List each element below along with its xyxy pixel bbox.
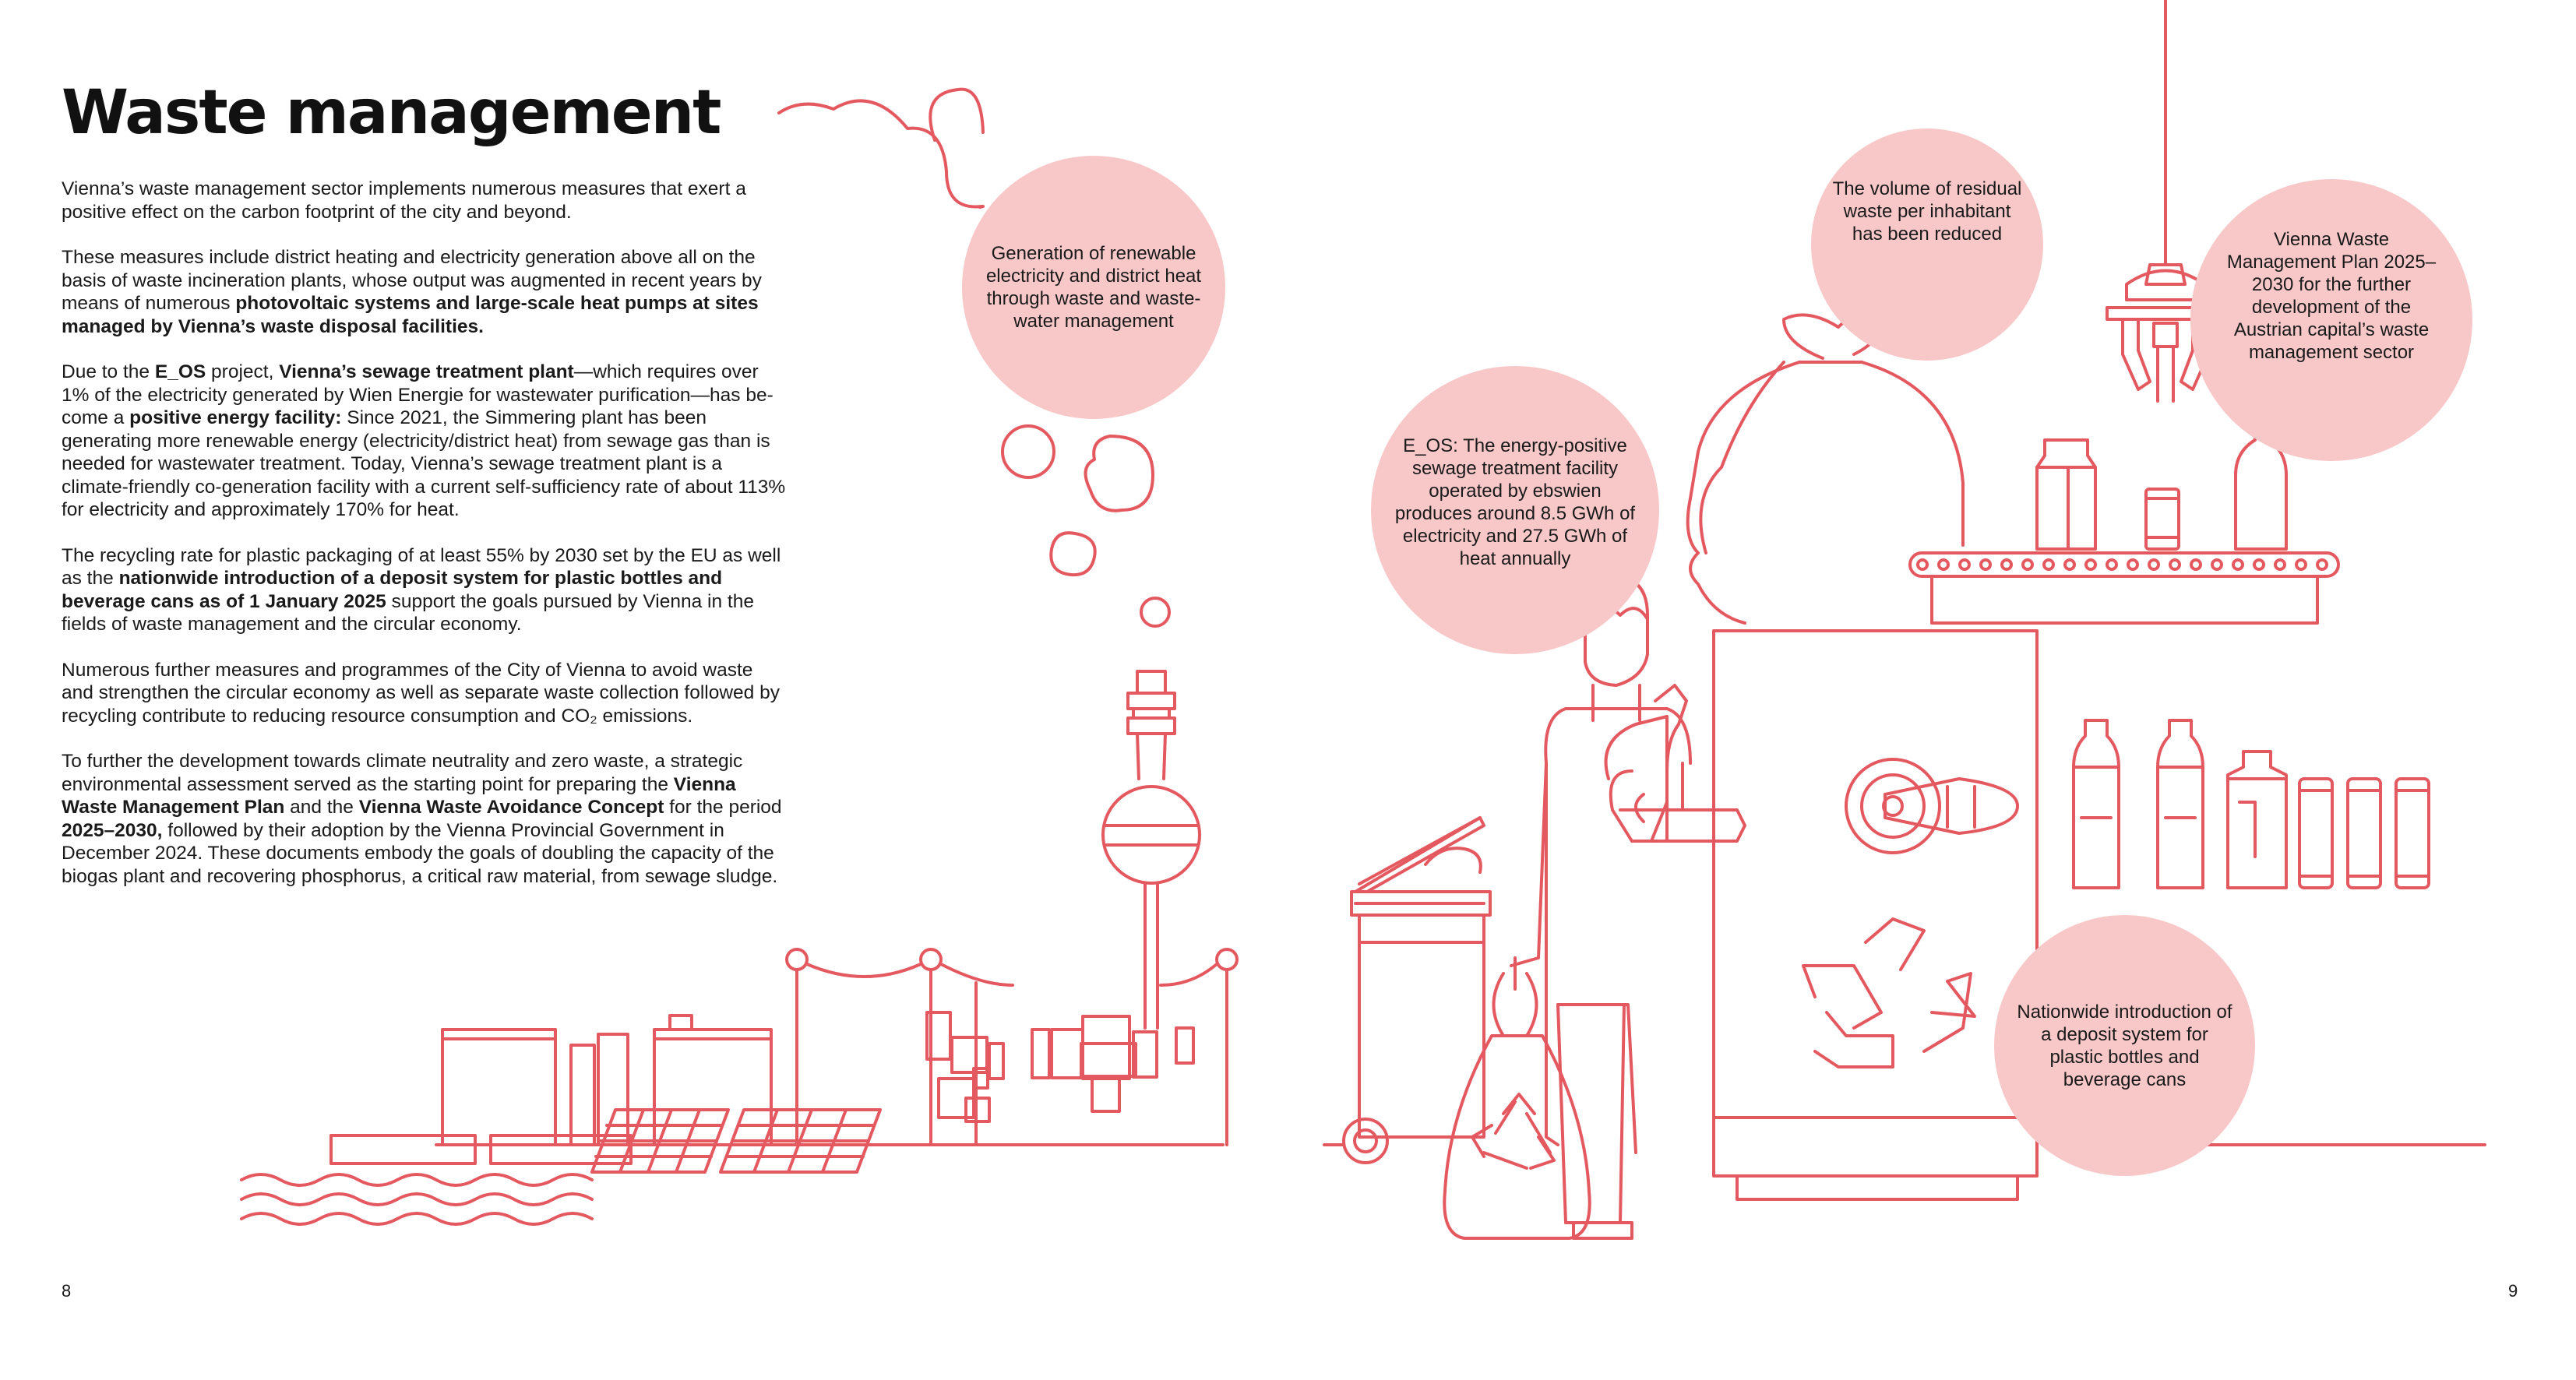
page-number-right: 9	[2508, 1281, 2518, 1301]
tower-icon	[1103, 671, 1200, 1028]
can-icon	[2146, 489, 2179, 549]
can-icon	[2299, 779, 2429, 888]
bubble-residual-waste	[1811, 128, 2043, 361]
text-run: The recycling rate for plastic packaging of at least 55% by 2030 set by the EU as well as the	[62, 544, 781, 589]
text-run: Numerous further measures and programmes of the City of Vienna to avoid waste and strengthen the circular economy as well as separate waste collection followed by recycling contribute to reducing resource consumption and CO₂ emissions.	[62, 659, 780, 727]
incineration-plant-icon	[787, 949, 1237, 1145]
text-run: and the	[284, 797, 359, 818]
waste-bin-icon	[1344, 818, 1490, 1163]
bubble-generation	[962, 156, 1225, 419]
milk-carton-icon	[2037, 440, 2095, 549]
text-run: These measures include district heating and electricity generation above all on the basis of waste incineration plants, whose output was augmented in recent years by means of numerous	[62, 247, 762, 314]
bold-text: Vienna Waste Management Plan	[62, 773, 736, 818]
solar-panel-icon	[592, 1110, 880, 1172]
page-number-left: 8	[62, 1281, 72, 1301]
bubble-text: The volume of residual waste per inhabitant has been reduced	[1832, 178, 2022, 245]
text-run: project,	[206, 361, 280, 382]
bubble-text: E_OS: The energy-positive sewage treatment facility operated by ebswien produces around 8.5 GWh of electricity and 27.5 GWh of heat annually	[1394, 435, 1636, 569]
text-run: Vienna’s waste management sector implements numerous measures that exert a positive effect on the carbon footprint of the city and beyond.	[62, 178, 746, 223]
bold-text: Vienna Waste Avoidance Concept	[358, 797, 664, 818]
bubble-waste-plan	[2190, 179, 2472, 461]
bottle-icon	[2074, 720, 2286, 888]
bold-text: positive energy facility:	[129, 407, 342, 428]
bold-text: Vienna’s sewage treatment plant	[279, 361, 574, 382]
bold-text: E_OS	[154, 361, 206, 382]
bold-text: 2025–2030,	[62, 819, 163, 841]
trash-bag-icon	[1444, 958, 1589, 1238]
recycling-icon	[1803, 919, 1975, 1067]
bubble-eos	[1371, 366, 1659, 654]
conveyor-belt-icon	[1910, 553, 2338, 623]
text-run: support the goals pursued by Vienna in the fields of waste management and the circular economy.	[62, 590, 754, 635]
text-run: for the period	[664, 797, 782, 818]
bubble-text: Generation of renewable electricity and district heat through waste and waste-water management	[985, 243, 1202, 332]
bold-text: photovoltaic systems and large-scale heat pumps at sites managed by Vienna’s waste disposal facilities.	[62, 293, 759, 337]
page-title: Waste management	[62, 78, 721, 148]
bubble-text: Vienna Waste Management Plan 2025–2030 for the further development of the Austrian capital’s waste management sector	[2226, 229, 2437, 363]
bubble-deposit-system	[1994, 915, 2255, 1176]
text-run: —which requires over 1% of the electricity generated by Wien Energie for wastewater purification—has become a	[62, 361, 774, 428]
reverse-vending-machine-icon	[1714, 631, 2037, 1199]
water-waves-icon	[241, 1174, 592, 1224]
bubble-text: Nationwide introduction of a deposit system for plastic bottles and beverage cans	[2017, 1001, 2232, 1090]
text-run: To further the development towards climate neutrality and zero waste, a strategic environmental assessment served as the starting point for preparing the	[62, 751, 743, 795]
bold-text: nationwide introduction of a deposit system for plastic bottles and beverage cans as of 1 January 2025	[62, 568, 723, 612]
text-run: Since 2021, the Simmering plant has been generating more renewable energy (electricity/district heat) from sewage gas than is needed for wastewater treatment. Today, Vienna’s sewage treatment plant is a climate-friendly co-generation facility with a current self-sufficiency rate of about 113% for electricity and approximately 170% for heat.	[62, 407, 786, 520]
text-run: Due to the	[62, 361, 155, 382]
text-run: followed by their adoption by the Vienna Provincial Government in December 2024. These documents embody the goals of doubling the capacity of the biogas plant and recovering phosphorus, a critical raw material, from sewage sludge.	[62, 819, 778, 887]
person-icon	[1511, 576, 1745, 1238]
